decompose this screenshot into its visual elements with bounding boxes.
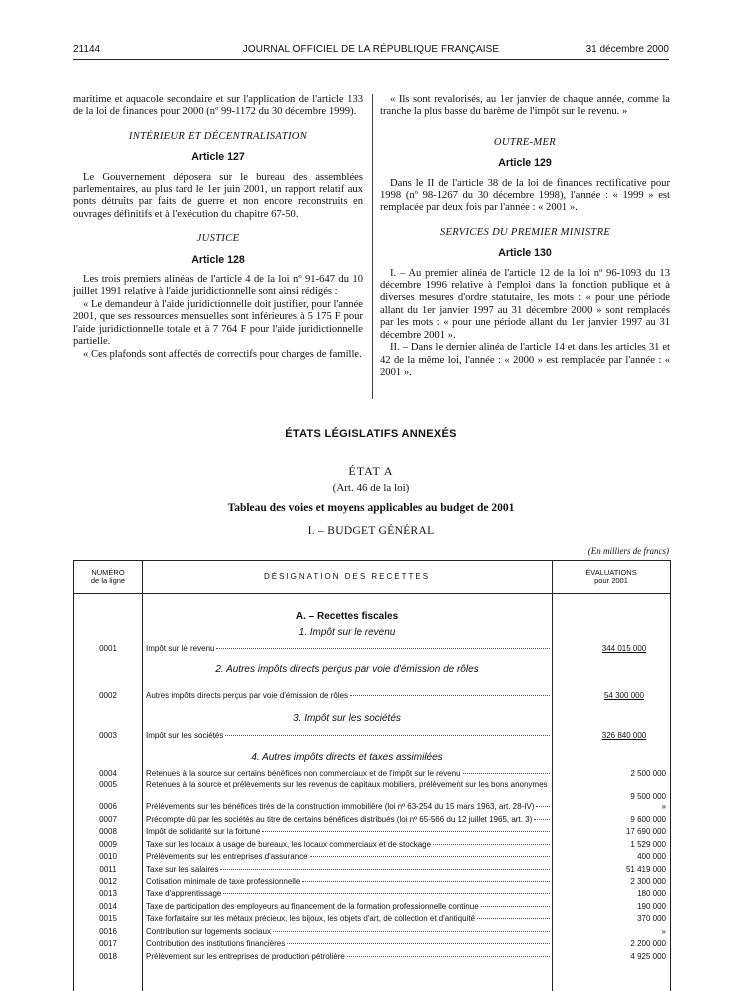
row-amount: 180 000	[637, 889, 666, 898]
article-130-paragraph-2: II. – Dans le dernier alinéa de l'article 14 et dans les articles 31 et 42 de la même loi, l'année : « 2000 » est remplacée par l'année : « 2001 ».	[380, 342, 670, 378]
article-128-title: Article 128	[191, 253, 245, 266]
etat-title: ÉTAT A	[348, 464, 394, 478]
page-header	[73, 44, 669, 58]
row-designation: Prélèvements sur les entreprises d'assurance	[146, 852, 550, 862]
row-designation: Taxe d'apprentissage	[146, 889, 550, 899]
subsection-2-heading: 2. Autres impôts directs perçus par voie d'émission de rôles	[215, 664, 479, 675]
table-header-divider	[74, 593, 670, 594]
left-intro-text: maritime et aquacole secondaire et sur l'application de l'article 133 de la loi de finances pour 2000 (nº 99-1172 du 30 décembre 1999).	[73, 94, 363, 118]
section-title-interieur: INTÉRIEUR ET DÉCENTRALISATION	[128, 130, 308, 142]
row-amount: 17 690 000	[625, 827, 666, 836]
row-amount: 9 600 000	[630, 815, 666, 824]
section-title-premier-ministre: SERVICES DU PREMIER MINISTRE	[439, 226, 611, 238]
row-code: 0014	[99, 902, 117, 911]
subsection-1-heading: 1. Impôt sur le revenu	[298, 627, 396, 638]
revenue-table	[73, 560, 671, 991]
row-designation: Autres impôts directs perçus par voie d'émission de rôles	[146, 691, 550, 701]
row-code: 0002	[99, 691, 117, 700]
unit-note: (En milliers de francs)	[587, 546, 669, 556]
publication-date: 31 décembre 2000	[585, 44, 669, 55]
row-amount: 4 925 000	[630, 952, 666, 961]
article-129-text: Dans le II de l'article 38 de la loi de finances rectificative pour 1998 (nº 98-1267 du 30 décembre 1998), l'année : « 1999 » est remplacée par deux fois par l'année : « 2001 ».	[380, 177, 670, 214]
row-code: 0016	[99, 927, 117, 936]
row-code: 0009	[99, 840, 117, 849]
page-number: 21144	[73, 44, 101, 55]
table-title: Tableau des voies et moyens applicables au budget de 2001	[227, 502, 515, 514]
budget-title: I. – BUDGET GÉNÉRAL	[307, 525, 435, 537]
row-designation: Retenues à la source et prélèvements sur les revenus de capitaux mobiliers, prélèvement sur les bons anonymes	[146, 780, 548, 789]
row-code: 0015	[99, 914, 117, 923]
article-130-title: Article 130	[498, 247, 552, 260]
row-code: 0004	[99, 769, 117, 778]
row-designation: Impôt sur le revenu	[146, 644, 550, 654]
row-code: 0001	[99, 644, 117, 653]
row-designation: Contribution des institutions financières	[146, 939, 550, 949]
row-designation: Contribution sur logements sociaux	[146, 927, 550, 937]
row-code: 0010	[99, 852, 117, 861]
row-designation: Retenues à la source sur certains bénéfices non commerciaux et de l'impôt sur le revenu	[146, 769, 550, 779]
row-amount: 400 000	[637, 852, 666, 861]
table-col-divider	[142, 561, 143, 991]
row-designation: Impôt sur les sociétés	[146, 731, 550, 741]
section-title-outre-mer: OUTRE-MER	[493, 136, 557, 148]
annex-heading: ÉTATS LÉGISLATIFS ANNEXÉS	[285, 428, 457, 440]
subsection-3-heading: 3. Impôt sur les sociétés	[293, 713, 401, 724]
row-code: 0003	[99, 731, 117, 740]
row-designation: Impôt de solidarité sur la fortune	[146, 827, 550, 837]
row-amount: 370 000	[637, 914, 666, 923]
col-header-evaluations: ÉVALUATIONS pour 2001	[585, 567, 637, 585]
row-designation: Cotisation minimale de taxe professionnelle	[146, 877, 550, 887]
row-amount: 9 500 000	[630, 792, 666, 801]
row-designation: Taxe sur les salaires	[146, 865, 550, 875]
article-129-title: Article 129	[498, 157, 552, 170]
row-amount: 190 000	[637, 902, 666, 911]
row-amount: 2 300 000	[630, 877, 666, 886]
subsection-4-heading: 4. Autres impôts directs et taxes assimilées	[251, 752, 443, 763]
row-code: 0011	[99, 865, 117, 874]
article-127-title: Article 127	[191, 151, 245, 164]
row-code: 0018	[99, 952, 117, 961]
row-code: 0012	[99, 877, 117, 886]
section-a-heading: A. – Recettes fiscales	[295, 611, 399, 622]
col-header-designation: DÉSIGNATION DES RECETTES	[263, 571, 431, 581]
row-amount: 326 840 000	[601, 731, 647, 740]
row-designation: Taxe de participation des employeurs au financement de la formation professionnelle continue	[146, 902, 550, 912]
row-amount: 344 015 000	[601, 644, 647, 653]
row-designation: Taxe forfaitaire sur les métaux précieux, les bijoux, les objets d'art, de collection et d'antiquité	[146, 914, 550, 924]
row-code: 0008	[99, 827, 117, 836]
row-code: 0006	[99, 802, 117, 811]
article-reference: (Art. 46 de la loi)	[332, 482, 410, 494]
section-title-justice: JUSTICE	[196, 233, 240, 245]
right-column	[380, 94, 670, 379]
row-code: 0017	[99, 939, 117, 948]
row-amount: 1 529 000	[630, 840, 666, 849]
right-intro-text: « Ils sont revalorisés, au 1er janvier de chaque année, comme la tranche la plus basse du barème de l'impôt sur le revenu. »	[380, 94, 670, 118]
row-amount: »	[661, 927, 666, 936]
article-128-paragraph-2: « Le demandeur à l'aide juridictionnelle doit justifier, pour l'année 2001, que ses ressources mensuelles sont inférieures à 5 175 F pour l'aide juridictionnelle totale et à 7 764 F pour l'aide juridictionnelle partielle.	[73, 298, 363, 348]
col-header-numero: NUMÉRO de la ligne	[90, 567, 126, 585]
article-128-paragraph-3: « Ces plafonds sont affectés de correctifs pour charges de famille.	[83, 348, 362, 360]
row-amount: 54 300 000	[603, 691, 645, 700]
column-divider	[372, 94, 373, 399]
article-130-paragraph-1: I. – Au premier alinéa de l'article 12 de la loi nº 96-1093 du 13 décembre 1996 relative à l'emploi dans la fonction publique et à diverses mesures d'ordre statutaire, les mots : « pour une période allant du 1er janvier 1997 au 31 décembre 2000 » sont remplacés par les mots : « pour une période allant du 1er janvier 1997 au 31 décembre 2001 ».	[380, 267, 670, 341]
row-amount: 51 419 000	[625, 865, 666, 874]
row-code: 0013	[99, 889, 117, 898]
header-divider	[73, 59, 669, 60]
row-amount: »	[661, 802, 666, 811]
row-amount: 2 500 000	[630, 769, 666, 778]
row-designation: Prélèvement sur les entreprises de production pétrolière	[146, 952, 550, 962]
row-code: 0005	[99, 780, 117, 789]
row-designation: Précompte dû par les sociétés au titre de certains bénéfices distribués (loi nº 65-566 du 12 juillet 1965, art. 3)	[146, 815, 550, 825]
row-designation: Taxe sur les locaux à usage de bureaux, les locaux commerciaux et de stockage	[146, 840, 550, 850]
row-code: 0007	[99, 815, 117, 824]
journal-title: JOURNAL OFFICIEL DE LA RÉPUBLIQUE FRANÇAISE	[242, 44, 500, 55]
row-designation: Prélèvements sur les bénéfices tirés de la construction immobilière (loi nº 63-254 du 15 mars 1963, art. 28-IV)	[146, 802, 550, 812]
article-127-text: Le Gouvernement déposera sur le bureau des assemblées parlementaires, au plus tard le 1er juin 2001, un rapport relatif aux ponts détruits par faits de guerre et non encore reconstruits en ouvrages définitifs et à l'exécution du chapitre 67-50.	[73, 171, 363, 220]
article-128-paragraph-1: Les trois premiers alinéas de l'article 4 de la loi nº 91-647 du 10 juillet 1991 relative à l'aide juridictionnelle sont ainsi rédigés :	[73, 274, 363, 298]
left-column	[73, 94, 363, 361]
row-amount: 2 200 000	[630, 939, 666, 948]
